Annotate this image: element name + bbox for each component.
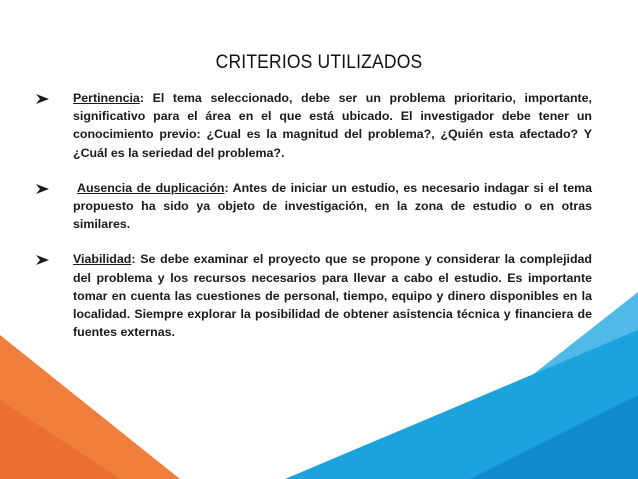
- arrow-bullet-icon: [36, 255, 49, 265]
- bullet-term: Viabilidad: [73, 252, 132, 267]
- bullet-list: [36, 89, 592, 341]
- bullet-item-pertinencia: [36, 89, 592, 162]
- bullet-term: Ausencia de duplicación: [77, 180, 225, 195]
- bullet-item-viabilidad: [36, 250, 592, 341]
- slide-title: CRITERIOS UTILIZADOS: [215, 52, 423, 73]
- bullet-text: : Se debe examinar el proyecto que se propone y considerar la complejidad del problema y los recursos necesarios para llevar a cabo el estudio. Es importante tomar en cuenta las cuestiones de personal, tiempo, equipo y dinero disponibles en la localidad. Siempre explorar la posibilidad de obtener asistencia técnica y financiera de fuentes externas.: [73, 252, 592, 340]
- bullet-item-ausencia-de-duplicacion: [36, 179, 592, 234]
- bullet-term: Pertinencia: [73, 91, 140, 105]
- arrow-bullet-icon: [36, 184, 49, 194]
- arrow-bullet-icon: [36, 94, 49, 104]
- bullet-text: : El tema seleccionado, debe ser un problema prioritario, importante, significativo para el área en el que está ubicado. El investigador debe tener un conocimiento previo: ¿Cual es la magnitud del problema?, ¿Quién esta afectado? Y ¿Cuál es la seriedad del problema?.: [73, 91, 592, 160]
- bullet-text: : Antes de iniciar un estudio, es necesario indagar si el tema propuesto ha sido ya objeto de investigación, en la zona de estudio o en otras similares.: [73, 180, 592, 232]
